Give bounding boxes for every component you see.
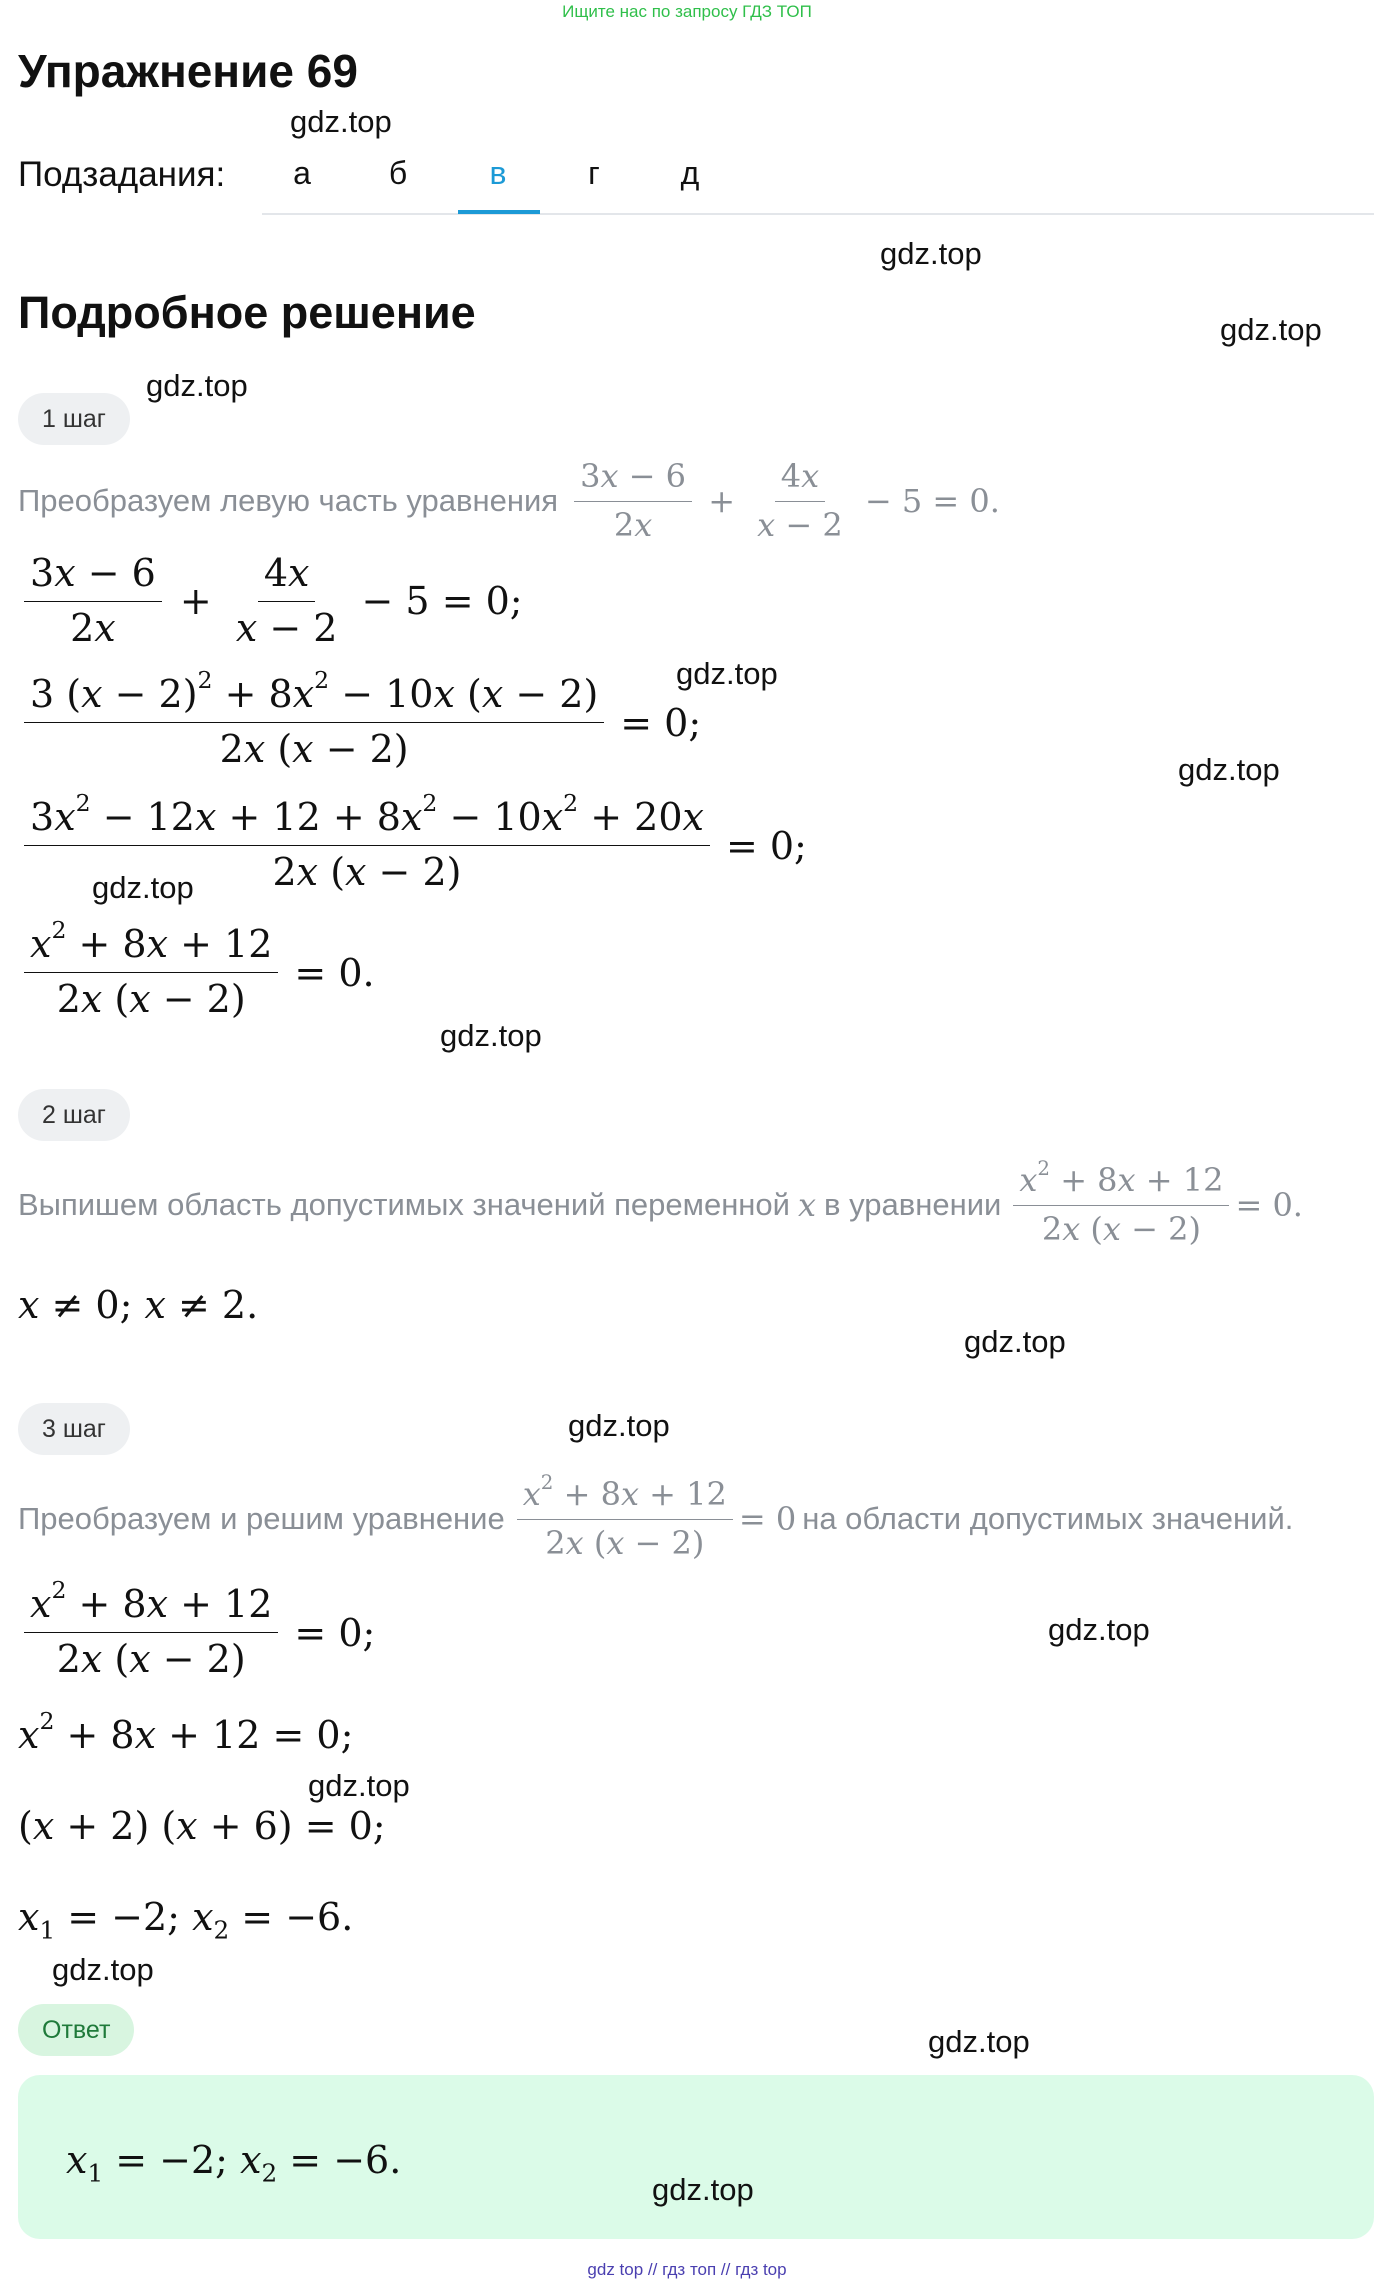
step-1-badge: 1 шаг (18, 393, 130, 445)
tab-v[interactable]: в (489, 155, 507, 191)
watermark: gdz.top (92, 870, 194, 905)
tab-a[interactable]: а (293, 155, 311, 191)
step-2-description-text: Выпишем область допустимых значений переменной (18, 1187, 790, 1222)
watermark: gdz.top (1178, 752, 1280, 787)
watermark: gdz.top (928, 2024, 1030, 2059)
subtasks-label: Подзадания: (18, 155, 226, 194)
watermark: gdz.top (964, 1324, 1066, 1359)
tabs-divider (262, 213, 1374, 215)
step-2-line-1: x ≠ 0; x ≠ 2. (18, 1283, 259, 1327)
step-3-badge: 3 шаг (18, 1403, 130, 1455)
watermark: gdz.top (652, 2172, 754, 2207)
step-2-description-equation: $\frac{x^2 + 8x + 12}{2x (x - 2)}$ = 0. (1007, 1163, 1303, 1246)
solution-heading: Подробное решение (18, 287, 476, 338)
step-3-description-text: Преобразуем и решим уравнение (18, 1501, 505, 1536)
watermark: gdz.top (568, 1408, 670, 1443)
watermark: gdz.top (146, 368, 248, 403)
step-3-description (18, 1464, 1293, 1574)
tab-g[interactable]: г (588, 155, 600, 191)
step-3-line-2: $x^2 + 8x + 12 = 0$; (18, 1707, 354, 1757)
step-2-description (18, 1150, 1303, 1260)
active-tab-indicator (458, 210, 540, 214)
answer-value: $x_1 = -2$; $x_2 = -6$. (66, 2138, 402, 2188)
step-3-line-1: $\frac{x^2 + 8x + 12}{2x (x - 2)}$ = 0; (18, 1575, 375, 1690)
watermark: gdz.top (880, 236, 982, 271)
watermark: gdz.top (440, 1018, 542, 1053)
watermark: gdz.top (290, 104, 392, 139)
step-2-badge: 2 шаг (18, 1089, 130, 1141)
step-1-description-equation: $\frac{3x - 6}{2x}$ + $\frac{4x}{x - 2}$ − 5 = 0. (568, 459, 1000, 542)
tab-b[interactable]: б (388, 155, 408, 191)
step-1-line-2: $\frac{3 (x - 2)^2 + 8x^2 - 10x (x - 2)}{2x (x - 2)}$ = 0; (18, 665, 701, 780)
tab-d[interactable]: д (680, 155, 700, 191)
watermark: gdz.top (1048, 1612, 1150, 1647)
step-1-description (18, 446, 1000, 556)
step-2-variable: x (798, 1186, 817, 1224)
answer-badge: Ответ (18, 2004, 134, 2056)
watermark: gdz.top (1220, 312, 1322, 347)
step-3-line-3: (x + 2) (x + 6) = 0; (18, 1804, 386, 1848)
step-3-line-4: $x_1 = -2$; $x_2 = -6$. (18, 1895, 354, 1945)
watermark: gdz.top (52, 1952, 154, 1987)
step-3-description-equation: $\frac{x^2 + 8x + 12}{2x (x - 2)}$ = 0 (511, 1477, 796, 1560)
watermark: gdz.top (308, 1768, 410, 1803)
step-3-description-text-2: на области допустимых значений. (802, 1501, 1294, 1536)
step-2-description-text-2: в уравнении (824, 1187, 1002, 1222)
watermark: gdz.top (676, 656, 778, 691)
top-banner[interactable]: Ищите нас по запросу ГДЗ ТОП (562, 2, 812, 21)
step-1-line-1: $\frac{3x - 6}{2x}$ + $\frac{4x}{x - 2}$ − 5 = 0; (18, 546, 523, 656)
step-1-line-3: $\frac{3x^2 - 12x + 12 + 8x^2 - 10x^2 + 20x}{2x (x - 2)}$ = 0; (18, 788, 807, 903)
step-1-description-text: Преобразуем левую часть уравнения (18, 483, 559, 518)
step-1-line-4: $\frac{x^2 + 8x + 12}{2x (x - 2)}$ = 0. (18, 915, 375, 1030)
footer-links[interactable]: gdz top // гдз топ // гдз top (587, 2260, 787, 2279)
page-title: Упражнение 69 (18, 45, 358, 97)
